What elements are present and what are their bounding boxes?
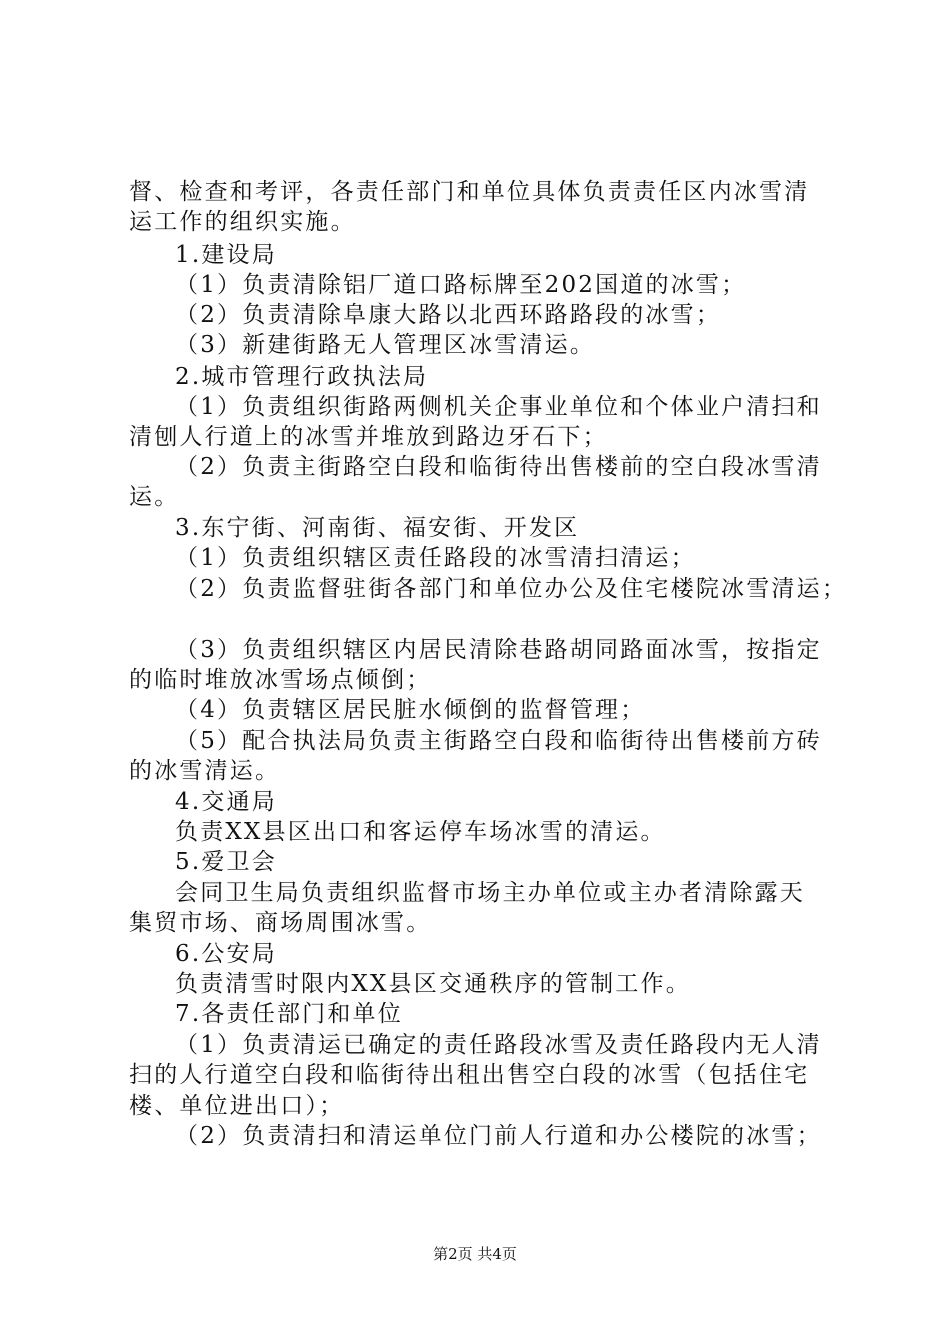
text-line: 扫的人行道空白段和临街待出租出售空白段的冰雪（包括住宅 (129, 1062, 810, 1088)
text-line: （3）新建街路无人管理区冰雪清运。 (175, 332, 596, 358)
text-line: （2）负责清扫和清运单位门前人行道和办公楼院的冰雪； (175, 1123, 822, 1149)
section-heading: 1.建设局 (175, 242, 277, 268)
text-line: 的冰雪清运。 (129, 758, 281, 784)
text-line: （5）配合执法局负责主街路空白段和临街待出售楼前方砖 (175, 728, 822, 754)
section-heading: 7.各责任部门和单位 (175, 1001, 403, 1027)
text-line: 负责XX县区出口和客运停车场冰雪的清运。 (175, 819, 666, 845)
section-heading: 2.城市管理行政执法局 (175, 364, 429, 390)
text-line: 楼、单位进出口）； (129, 1093, 345, 1119)
section-heading: 6.公安局 (175, 941, 277, 967)
text-line: 负责清雪时限内XX县区交通秩序的管制工作。 (175, 971, 691, 997)
text-line: （1）负责组织辖区责任路段的冰雪清扫清运； (175, 545, 696, 571)
text-line: 清刨人行道上的冰雪并堆放到路边牙石下； (129, 424, 608, 450)
text-line: （3）负责组织辖区内居民清除巷路胡同路面冰雪，按指定 (175, 637, 822, 663)
section-heading: 3.东宁街、河南街、福安街、开发区 (175, 515, 580, 541)
text-line: 会同卫生局负责组织监督市场主办单位或主办者清除露天 (175, 880, 805, 906)
text-line: （4）负责辖区居民脏水倾倒的监督管理； (175, 697, 646, 723)
text-line: 的临时堆放冰雪场点倾倒； (129, 667, 432, 693)
page-footer: 第2页 共4页 (433, 1245, 517, 1263)
section-heading: 5.爱卫会 (175, 849, 277, 875)
text-line: 督、检查和考评，各责任部门和单位具体负责责任区内冰雪清 (129, 179, 810, 205)
text-line: （2）负责清除阜康大路以北西环路路段的冰雪； (175, 302, 722, 328)
section-heading: 4.交通局 (175, 789, 277, 815)
text-line: 运工作的组织实施。 (129, 209, 356, 235)
text-line: 运。 (129, 484, 180, 510)
text-line: （1）负责组织街路两侧机关企事业单位和个体业户清扫和 (175, 394, 822, 420)
text-line: （1）负责清除铝厂道口路标牌至202国道的冰雪； (175, 272, 747, 298)
text-line: （2）负责监督驻街各部门和单位办公及住宅楼院冰雪清运； (175, 576, 848, 602)
text-line: （1）负责清运已确定的责任路段冰雪及责任路段内无人清 (175, 1032, 822, 1058)
text-line: 集贸市场、商场周围冰雪。 (129, 910, 432, 936)
text-line: （2）负责主街路空白段和临街待出售楼前的空白段冰雪清 (175, 454, 822, 480)
